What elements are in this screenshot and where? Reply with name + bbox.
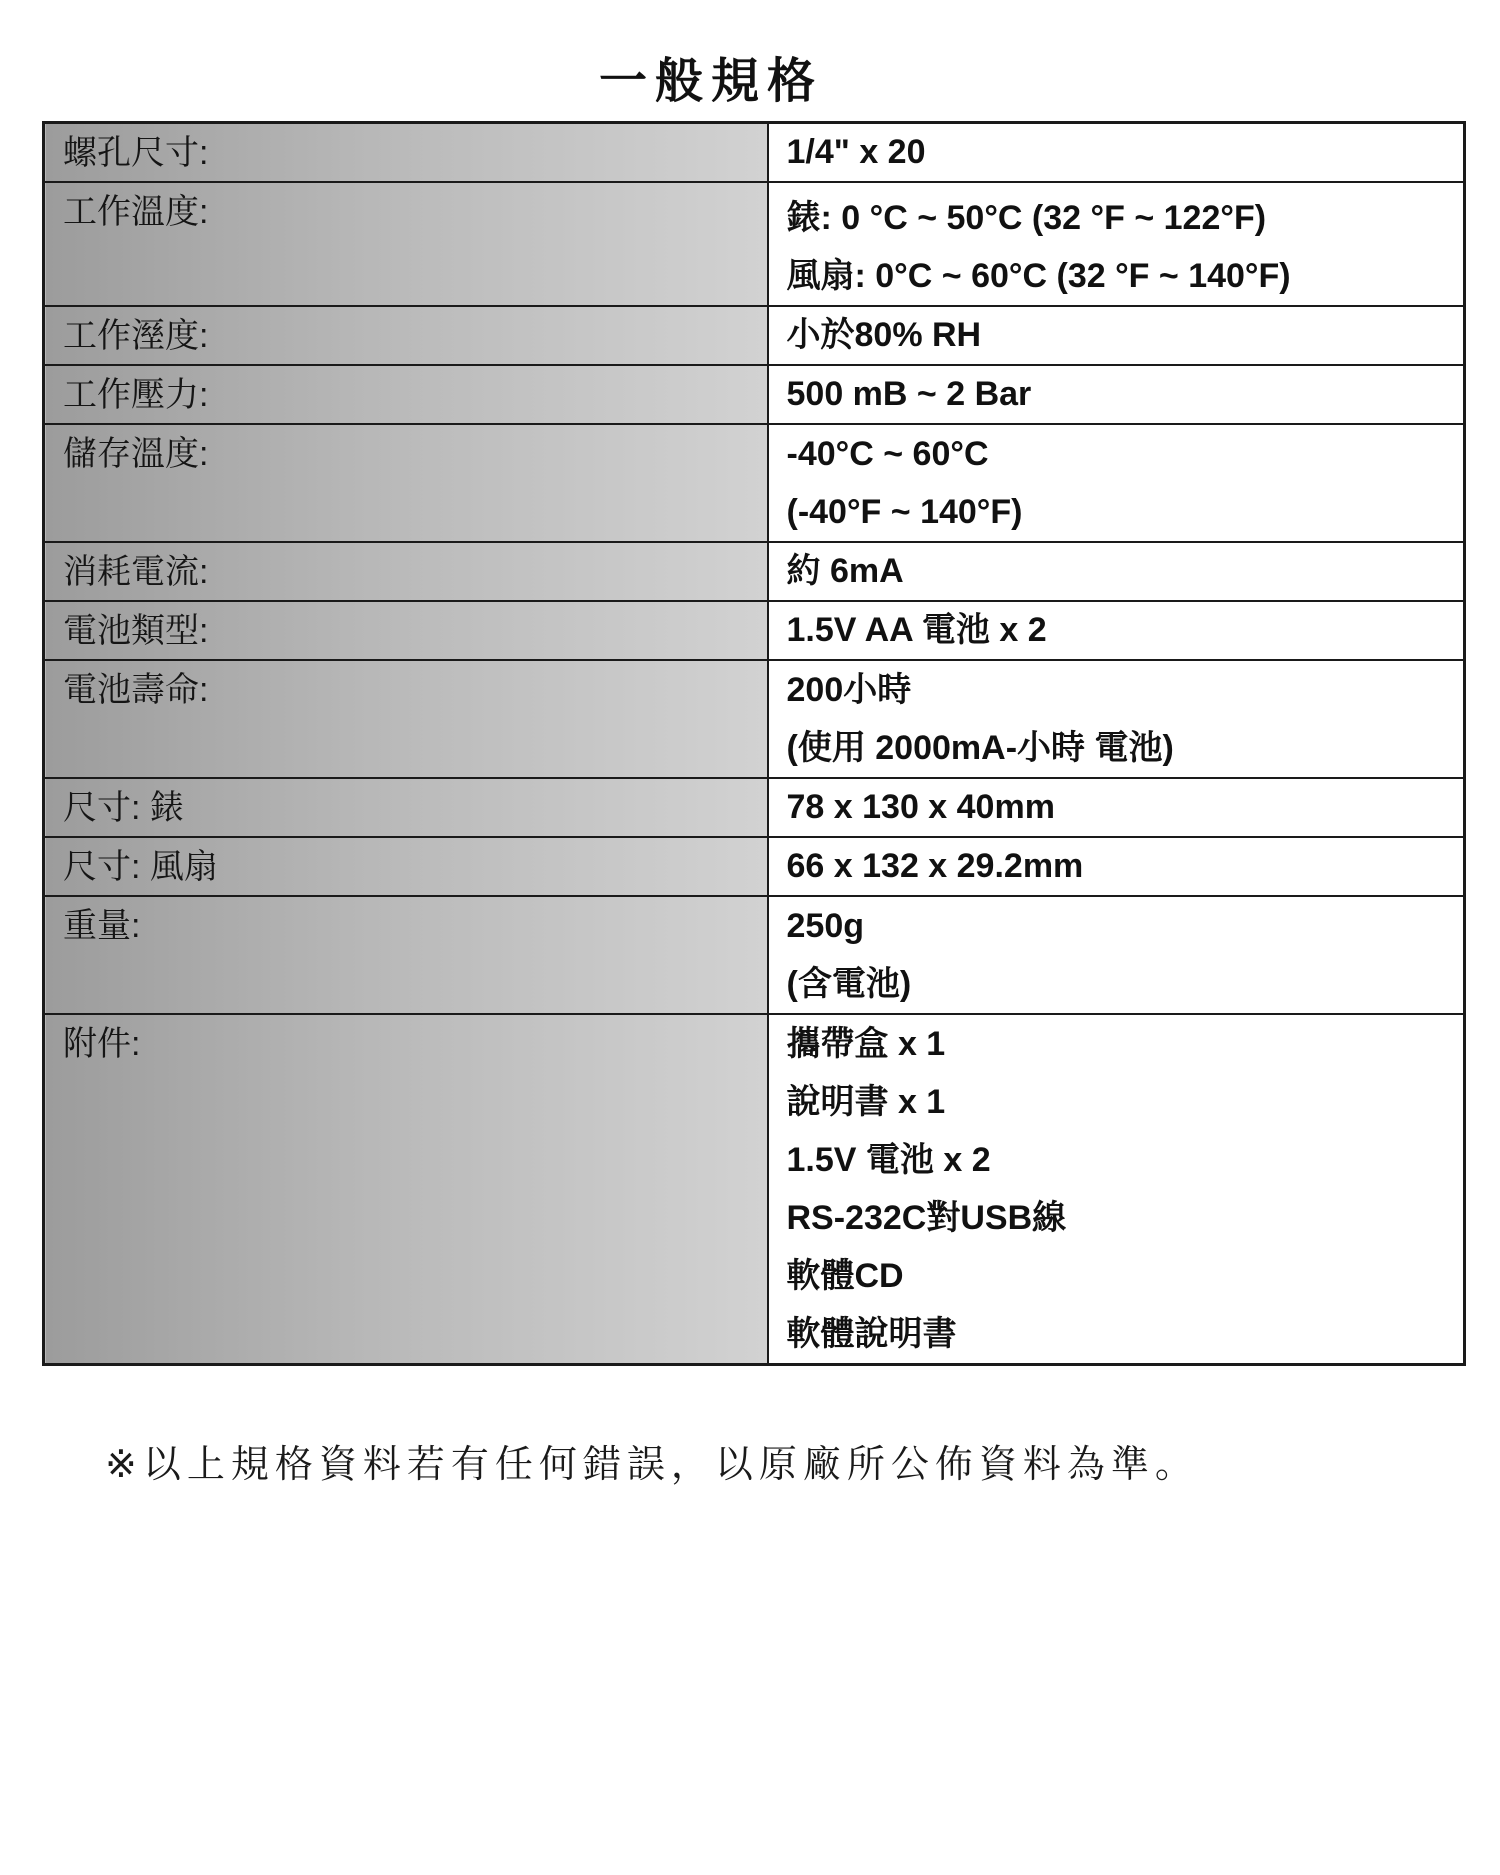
spec-label: 尺寸: 風扇 bbox=[44, 837, 768, 896]
spec-label: 尺寸: 錶 bbox=[44, 778, 768, 837]
spec-value bbox=[768, 542, 1465, 601]
table-row bbox=[44, 182, 1465, 306]
spec-value-line: 軟體說明書 bbox=[786, 1315, 957, 1353]
spec-label: 儲存溫度: bbox=[44, 424, 768, 542]
spec-value-line: 1.5V AA 電池 x 2 bbox=[786, 611, 1047, 649]
spec-label: 工作壓力: bbox=[44, 365, 768, 424]
spec-value-line: 500 mB ~ 2 Bar bbox=[786, 375, 1032, 413]
spec-value-line: RS-232C對USB線 bbox=[786, 1199, 1067, 1237]
spec-value-line: 軟體CD bbox=[786, 1257, 904, 1295]
spec-label: 附件: bbox=[44, 1014, 768, 1365]
spec-value-line: (-40°F ~ 140°F) bbox=[786, 493, 1023, 531]
footnote: ※以上規格資料若有任何錯誤，以原廠所公佈資料為準。 bbox=[105, 1444, 1199, 1486]
spec-value bbox=[768, 123, 1465, 183]
spec-value-line: 250g bbox=[786, 907, 864, 945]
spec-value bbox=[768, 601, 1465, 660]
spec-value-line: 風扇: 0°C ~ 60°C (32 °F ~ 140°F) bbox=[786, 257, 1291, 295]
table-row bbox=[44, 601, 1465, 660]
spec-label: 電池類型: bbox=[44, 601, 768, 660]
spec-value-line: 1.5V 電池 x 2 bbox=[786, 1141, 991, 1179]
table-row bbox=[44, 424, 1465, 542]
table-row bbox=[44, 896, 1465, 1014]
table-row bbox=[44, 778, 1465, 837]
spec-value bbox=[768, 837, 1465, 896]
table-row bbox=[44, 660, 1465, 778]
spec-value bbox=[768, 424, 1465, 542]
spec-label: 電池壽命: bbox=[44, 660, 768, 778]
spec-value-line: 78 x 130 x 40mm bbox=[786, 788, 1055, 826]
spec-value bbox=[768, 1014, 1465, 1365]
spec-label: 工作溫度: bbox=[44, 182, 768, 306]
spec-value-line: (含電池) bbox=[786, 965, 912, 1003]
table-row bbox=[44, 837, 1465, 896]
spec-value-line: 約 6mA bbox=[786, 552, 904, 590]
spec-value bbox=[768, 778, 1465, 837]
spec-value-line: (使用 2000mA-小時 電池) bbox=[786, 729, 1174, 767]
spec-value bbox=[768, 896, 1465, 1014]
spec-table bbox=[42, 121, 1466, 1366]
spec-value bbox=[768, 660, 1465, 778]
spec-value-line: 1/4" x 20 bbox=[786, 133, 926, 171]
spec-label: 重量: bbox=[44, 896, 768, 1014]
spec-value-line: 小於80% RH bbox=[786, 316, 982, 354]
table-row bbox=[44, 306, 1465, 365]
table-row bbox=[44, 1014, 1465, 1365]
table-row bbox=[44, 365, 1465, 424]
spec-value bbox=[768, 365, 1465, 424]
spec-value-line: 66 x 132 x 29.2mm bbox=[786, 847, 1084, 885]
spec-value bbox=[768, 182, 1465, 306]
page-title: 一般規格 bbox=[598, 55, 823, 108]
spec-label: 消耗電流: bbox=[44, 542, 768, 601]
spec-value bbox=[768, 306, 1465, 365]
spec-value-line: 攜帶盒 x 1 bbox=[786, 1025, 946, 1063]
table-row bbox=[44, 542, 1465, 601]
spec-value-line: 200小時 bbox=[786, 671, 912, 709]
spec-value-line: 說明書 x 1 bbox=[786, 1083, 946, 1121]
spec-label: 工作溼度: bbox=[44, 306, 768, 365]
table-row bbox=[44, 123, 1465, 183]
spec-value-line: -40°C ~ 60°C bbox=[786, 435, 989, 473]
spec-value-line: 錶: 0 °C ~ 50°C (32 °F ~ 122°F) bbox=[786, 199, 1267, 237]
spec-label: 螺孔尺寸: bbox=[44, 123, 768, 183]
